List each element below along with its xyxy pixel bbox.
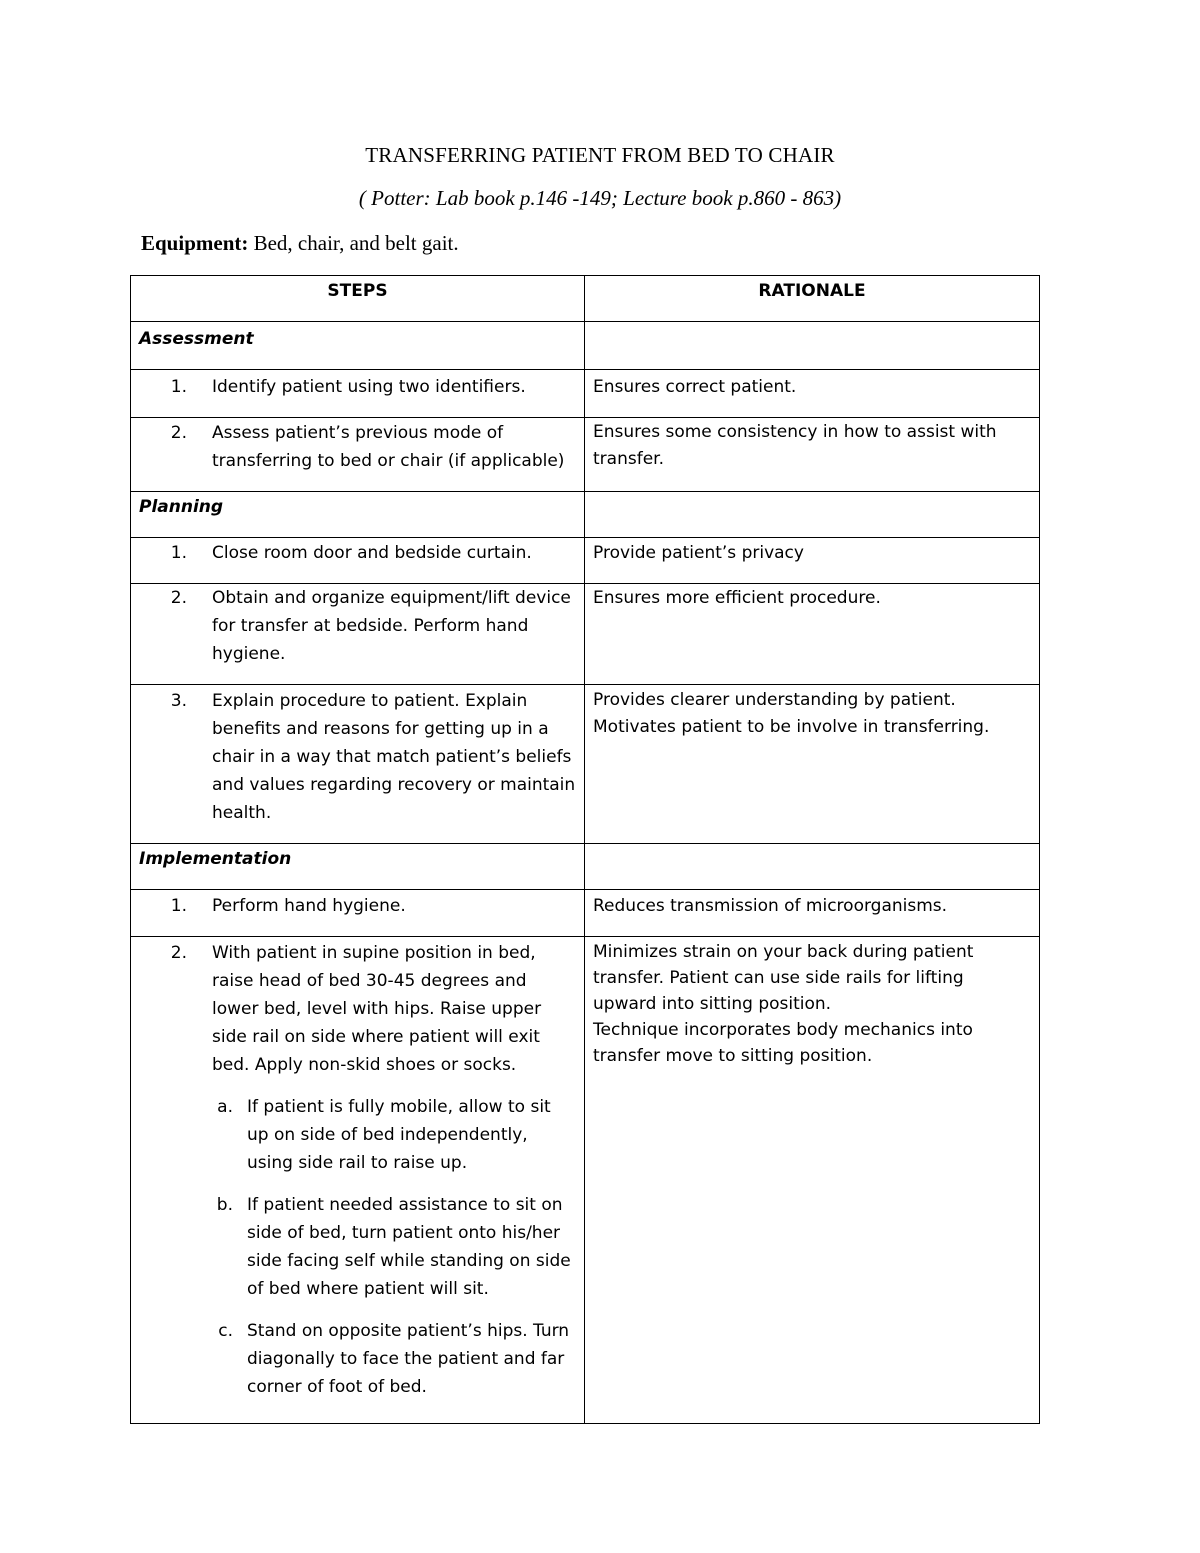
table-row — [131, 538, 1040, 584]
rationale-cell: Provides clearer understanding by patient. Motivates patient to be involve in transferring. — [585, 685, 1040, 844]
substep-item — [139, 1093, 576, 1177]
step-number: 3. — [170, 691, 187, 711]
step-cell — [131, 538, 585, 584]
equipment-label: Equipment: — [141, 231, 249, 255]
equipment-value: Bed, chair, and belt gait. — [248, 231, 459, 255]
table-row — [131, 937, 1040, 1424]
document-subtitle: ( Potter: Lab book p.146 -149; Lecture book p.860 - 863) — [358, 186, 842, 210]
step-number: 2. — [170, 943, 187, 963]
table-header-row — [131, 276, 1040, 322]
section-empty-cell — [585, 492, 1040, 538]
substep-text: Stand on opposite patient’s hips. Turn diagonally to face the patient and far corner of foot of bed. — [247, 1321, 570, 1397]
substep-letter: c. — [218, 1321, 233, 1341]
step-cell — [131, 370, 585, 418]
table-row — [131, 584, 1040, 685]
rationale-cell: Ensures correct patient. — [585, 370, 1040, 418]
rationale-header: RATIONALE — [585, 276, 1040, 322]
substep-letter: b. — [216, 1195, 233, 1215]
step-text: Close room door and bedside curtain. — [212, 543, 532, 563]
section-row-implementation — [131, 844, 1040, 890]
step-cell — [131, 685, 585, 844]
rationale-cell — [585, 937, 1040, 1424]
section-empty-cell — [585, 844, 1040, 890]
step-number: 2. — [170, 588, 187, 608]
section-label-assessment: Assessment — [131, 322, 585, 370]
table-row — [131, 685, 1040, 844]
step-cell — [131, 937, 585, 1424]
substep-text: If patient needed assistance to sit on side of bed, turn patient onto his/her side facing self while standing on side of bed where patient will sit. — [247, 1195, 571, 1299]
step-text: Obtain and organize equipment/lift device for transfer at bedside. Perform hand hygiene. — [212, 588, 571, 664]
table-row — [131, 370, 1040, 418]
rationale-cell: Ensures some consistency in how to assist with transfer. — [585, 418, 1040, 492]
substep-letter: a. — [217, 1097, 233, 1117]
substep-item — [139, 1317, 576, 1401]
step-text: Perform hand hygiene. — [212, 896, 406, 916]
table-row — [131, 890, 1040, 937]
rationale-line: Technique incorporates body mechanics into transfer move to sitting position. — [593, 1020, 973, 1066]
substep-text: If patient is fully mobile, allow to sit up on side of bed independently, using side rail to raise up. — [247, 1097, 551, 1173]
document-title: TRANSFERRING PATIENT FROM BED TO CHAIR — [365, 143, 835, 167]
rationale-cell: Provide patient’s privacy — [585, 538, 1040, 584]
section-label-implementation: Implementation — [131, 844, 585, 890]
step-text: Explain procedure to patient. Explain benefits and reasons for getting up in a chair in a way that match patient’s beliefs and values regarding recovery or maintain health. — [212, 691, 576, 823]
table-row — [131, 418, 1040, 492]
rationale-cell: Reduces transmission of microorganisms. — [585, 890, 1040, 937]
section-label-planning: Planning — [131, 492, 585, 538]
step-cell — [131, 418, 585, 492]
substep-item — [139, 1191, 576, 1303]
step-cell — [131, 890, 585, 937]
section-row-assessment — [131, 322, 1040, 370]
step-number: 1. — [170, 543, 187, 563]
rationale-cell: Ensures more efficient procedure. — [585, 584, 1040, 685]
steps-table — [130, 275, 1040, 1424]
step-text: With patient in supine position in bed, raise head of bed 30-45 degrees and lower bed, level with hips. Raise upper side rail on side where patient will exit bed. Apply non-skid shoes or socks. — [212, 943, 542, 1075]
steps-header: STEPS — [131, 276, 585, 322]
section-row-planning — [131, 492, 1040, 538]
step-number: 1. — [170, 896, 187, 916]
step-text: Assess patient’s previous mode of transferring to bed or chair (if applicable) — [212, 423, 565, 471]
section-empty-cell — [585, 322, 1040, 370]
rationale-line: Minimizes strain on your back during patient transfer. Patient can use side rails for lifting upward into sitting position. — [593, 942, 974, 1014]
step-text: Identify patient using two identifiers. — [212, 377, 526, 397]
step-number: 2. — [170, 423, 187, 443]
step-number: 1. — [170, 377, 187, 397]
step-cell — [131, 584, 585, 685]
equipment-line — [141, 231, 459, 256]
